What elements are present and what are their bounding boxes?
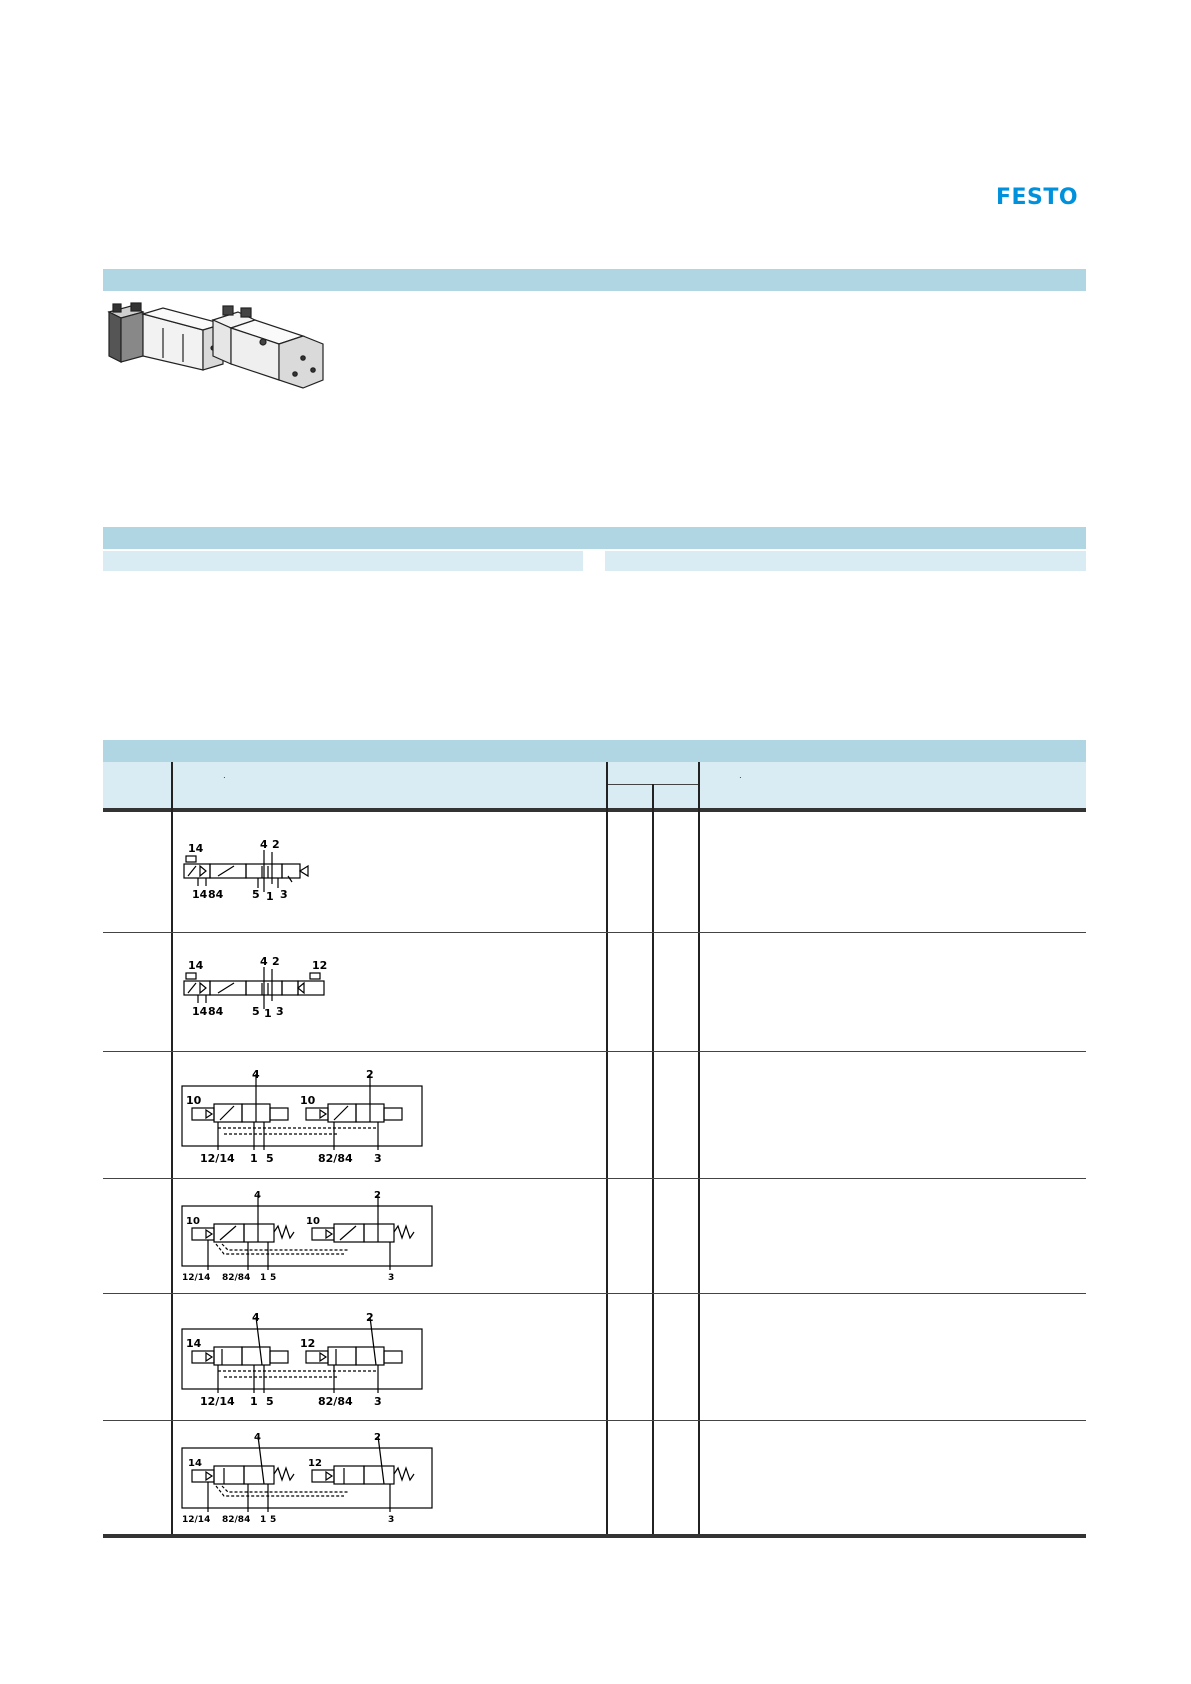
column-divider [171, 762, 173, 1538]
port-label: 3 [276, 1005, 284, 1018]
section-header-band-2 [103, 527, 1086, 549]
port-label: 2 [272, 955, 280, 968]
port-label: 12 [300, 1337, 316, 1350]
row-divider [103, 1051, 1086, 1052]
port-label: 14 [192, 888, 208, 901]
port-label: 10 [306, 1216, 320, 1227]
port-label: 5 [270, 1273, 277, 1283]
port-label: 4 [260, 838, 268, 851]
port-label: 4 [260, 955, 268, 968]
port-label: 2 [272, 838, 280, 851]
column-divider [606, 762, 608, 1538]
festo-logo: FESTO [996, 185, 1079, 210]
pneumatic-symbol-2x3-2-spring [178, 1188, 438, 1283]
port-label: 5 [270, 1515, 277, 1525]
section-header-band [103, 269, 1086, 291]
port-label: 12/14 [182, 1515, 211, 1525]
port-label: 82/84 [222, 1273, 251, 1283]
port-label: 3 [388, 1515, 395, 1525]
header-rule [103, 808, 1086, 812]
row-divider [103, 932, 1086, 933]
table-row [178, 1066, 428, 1166]
column-header-right [605, 551, 1086, 571]
port-label: 4 [252, 1311, 260, 1324]
port-label: 2 [366, 1068, 374, 1081]
header-mark: · [223, 773, 226, 782]
port-label: 14 [188, 1458, 202, 1469]
port-label: 82/84 [318, 1395, 353, 1408]
row-divider [103, 1178, 1086, 1179]
table-row [178, 1309, 428, 1409]
port-label: 10 [300, 1094, 316, 1107]
port-label: 1 [250, 1152, 258, 1165]
pneumatic-symbol-2x3-2-no [178, 1309, 428, 1409]
table-row [178, 953, 348, 1023]
port-label: 12/14 [200, 1152, 235, 1165]
port-label: 5 [252, 1005, 260, 1018]
port-label: 5 [266, 1152, 274, 1165]
row-divider [103, 1293, 1086, 1294]
port-label: 10 [186, 1216, 200, 1227]
port-label: 1 [250, 1395, 258, 1408]
port-label: 1 [266, 890, 274, 903]
port-label: 84 [208, 1005, 224, 1018]
column-divider [698, 762, 700, 1538]
port-label: 14 [186, 1337, 202, 1350]
port-label: 2 [366, 1311, 374, 1324]
port-label: 14 [188, 959, 204, 972]
port-label: 3 [374, 1395, 382, 1408]
port-label: 82/84 [222, 1515, 251, 1525]
port-label: 2 [374, 1190, 381, 1201]
port-label: 1 [260, 1273, 267, 1283]
port-label: 3 [388, 1273, 395, 1283]
port-label: 5 [252, 888, 260, 901]
port-label: 3 [374, 1152, 382, 1165]
port-label: 10 [186, 1094, 202, 1107]
port-label: 82/84 [318, 1152, 353, 1165]
table-row [178, 1430, 438, 1525]
port-label: 4 [254, 1190, 261, 1201]
port-label: 5 [266, 1395, 274, 1408]
row-divider [103, 1420, 1086, 1421]
pneumatic-symbol-2x3-2-nc [178, 1066, 428, 1166]
port-label: 84 [208, 888, 224, 901]
column-divider [652, 784, 654, 1538]
port-label: 1 [264, 1007, 272, 1020]
header-mark: · [739, 773, 742, 782]
port-label: 12/14 [182, 1273, 211, 1283]
pneumatic-symbol-5-2-single-solenoid [178, 836, 328, 906]
port-label: 1 [260, 1515, 267, 1525]
port-label: 12 [308, 1458, 322, 1469]
port-label: 12/14 [200, 1395, 235, 1408]
valve-function-table [103, 740, 1086, 1538]
pneumatic-symbol-2x3-2-no-spring [178, 1430, 438, 1525]
valve-product-image [103, 300, 328, 408]
port-label: 2 [374, 1432, 381, 1443]
column-header-left [103, 551, 583, 571]
table-bottom-rule [103, 1534, 1086, 1538]
table-row [178, 836, 328, 906]
table-title-band [103, 740, 1086, 762]
port-label: 14 [192, 1005, 208, 1018]
pneumatic-symbol-5-2-double-solenoid [178, 953, 348, 1023]
port-label: 12 [312, 959, 328, 972]
port-label: 4 [252, 1068, 260, 1081]
port-label: 3 [280, 888, 288, 901]
port-label: 4 [254, 1432, 261, 1443]
port-label: 14 [188, 842, 204, 855]
table-row [178, 1188, 438, 1283]
table-header-row [103, 762, 1086, 808]
